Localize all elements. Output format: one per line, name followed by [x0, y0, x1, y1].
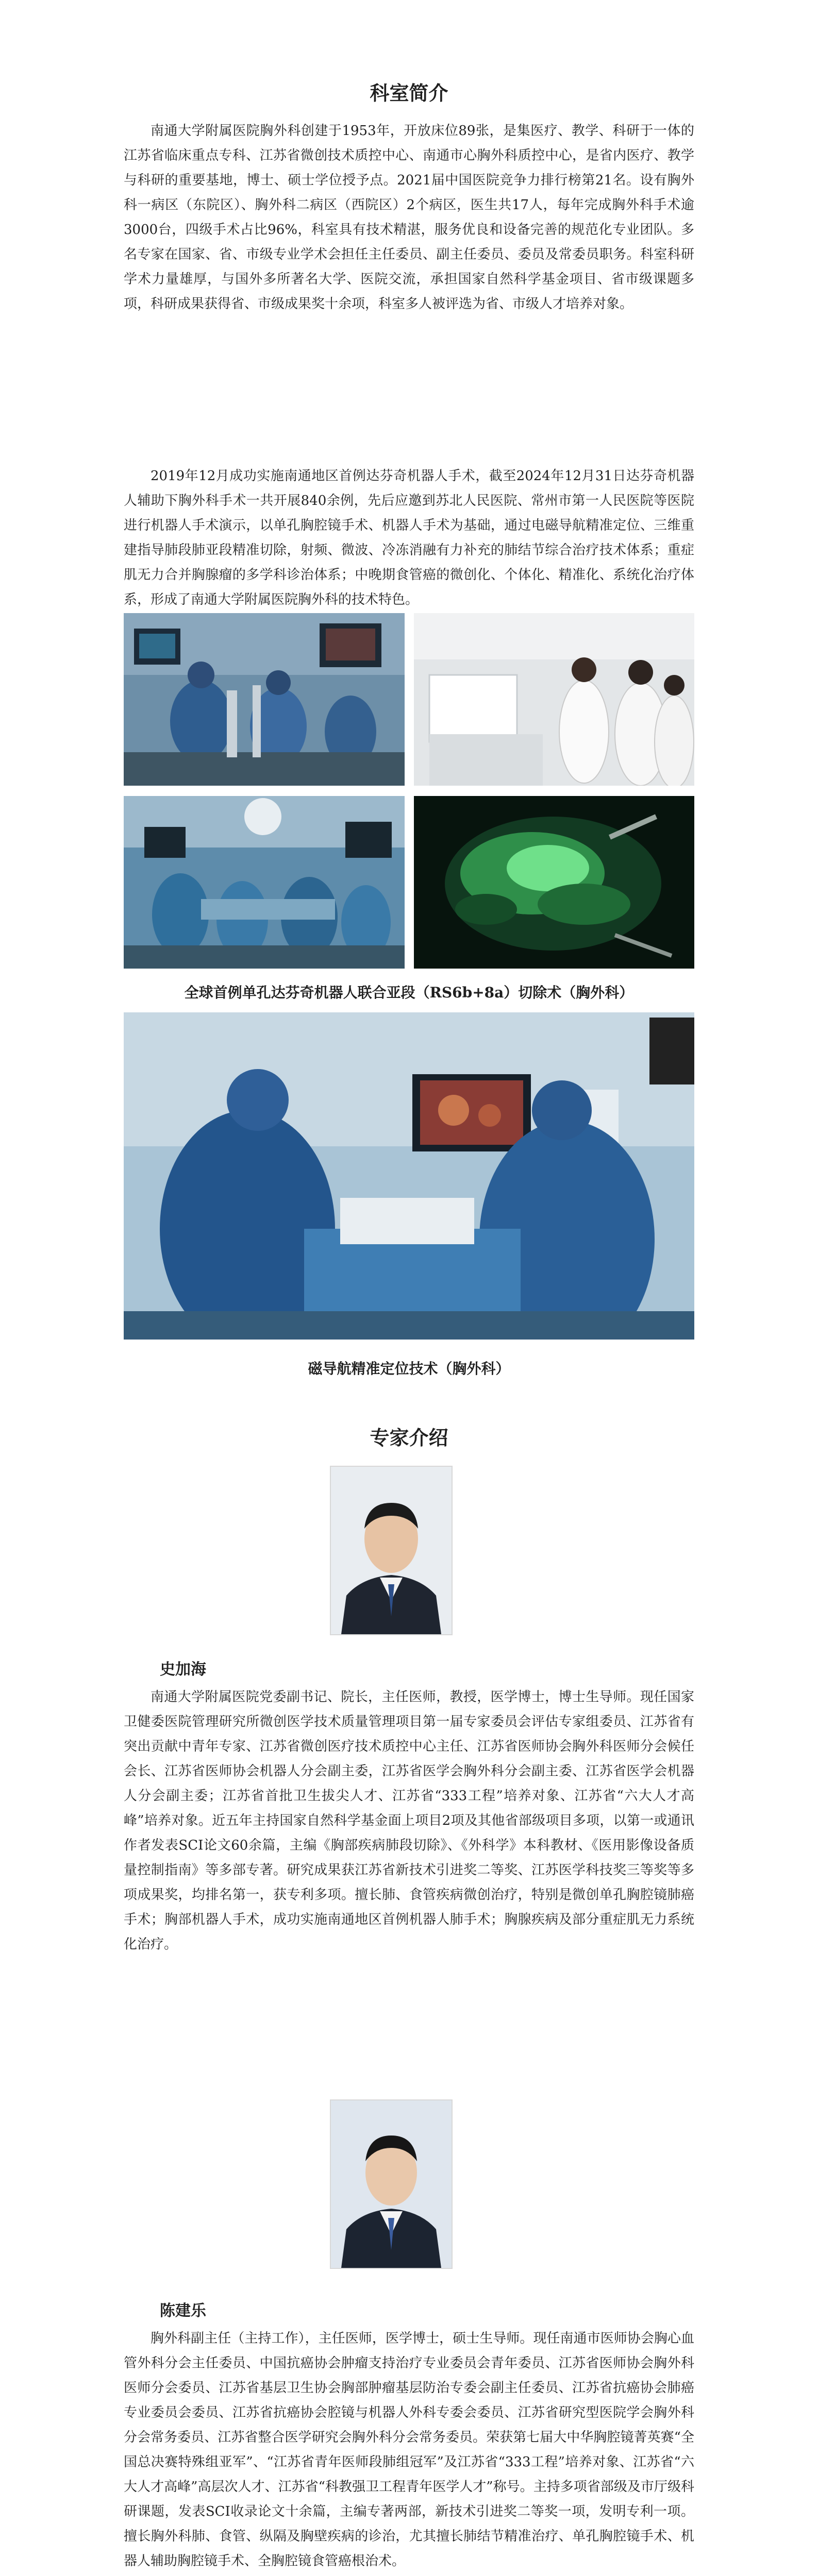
doctors-in-ward-photo	[414, 613, 694, 786]
operating-room-photo	[124, 796, 405, 969]
expert-name-chen-jianle: 陈建乐	[160, 2302, 206, 2320]
dept-intro-paragraph-1: 南通大学附属医院胸外科创建于1953年，开放床位89张，是集医疗、教学、科研于一体的江苏省临床重点专科、江苏省微创技术质控中心、南通市心胸外科质控中心，是省内医疗、教学与科研的重要基地，博士、硕士学位授予点。2021届中国医院竞争力排行榜第21名。设有胸外科一病区（东院区）、胸外科二病区（西院区）2个病区，医生共17人，每年完成胸外科手术逾3000台，四级手术占比96%，科室具有技术精湛，服务优良和设备完善的规范化专业团队。多名专家在国家、省、市级专业学术会担任主任委员、副主任委员、委员及常委员职务。科室科研学术力量雄厚，与国外多所著名大学、医院交流，承担国家自然科学基金项目、省市级课题多项，科研成果获得省、市级成果奖十余项，科室多人被评选为省、市级人才培养对象。	[124, 123, 694, 312]
magnetic-navigation-surgery-photo	[124, 1012, 694, 1340]
surgery-robot-console-photo	[124, 613, 405, 786]
big-photo-caption: 磁导航精准定位技术（胸外科）	[308, 1360, 510, 1377]
expert-portrait-chen-jianle	[330, 2099, 453, 2269]
dept-intro-paragraph-2: 2019年12月成功实施南通地区首例达芬奇机器人手术，截至2024年12月31日达芬奇机器人辅助下胸外科手术一共开展840余例，先后应邀到苏北人民医院、常州市第一人民医院等医院进行机器人手术演示，以单孔胸腔镜手术、机器人手术为基础，通过电磁导航精准定位、三维重建指导肺段肺亚段精准切除，射频、微波、冷冻消融有力补充的肺结节综合治疗技术体系；重症肌无力合并胸腺瘤的多学科诊治体系；中晚期食管癌的微创化、个体化、精准化、系统化治疗体系，形成了南通大学附属医院胸外科的技术特色。	[124, 468, 694, 607]
expert-portrait-shi-jiahai	[330, 1466, 453, 1635]
photo-grid-caption: 全球首例单孔达芬奇机器人联合亚段（RS6b+8a）切除术（胸外科）	[184, 984, 634, 1001]
expert-bio-chen-jianle: 胸外科副主任（主持工作），主任医师，医学博士，硕士生导师。现任南通市医师协会胸心血管外科分会主任委员、中国抗癌协会肿瘤支持治疗专业委员会青年委员、江苏省医师协会胸外科医师分会委员、江苏省基层卫生协会胸部肿瘤基层防治专委会副主任委员、江苏省抗癌协会肺癌专业委员会委员、江苏省抗癌协会腔镜与机器人外科专委会委员、江苏省研究型医院学会胸外科分会常务委员、江苏省整合医学研究会胸外科分会常务委员。荣获第七届大中华胸腔镜菁英赛“全国总决赛特殊组亚军”、“江苏省青年医师段肺组冠军”及江苏省“333工程”培养对象、江苏省“六大人才高峰”高层次人才、江苏省“科教强卫工程青年医学人才”称号。主持多项省部级及市厅级科研课题，发表SCI收录论文十余篇，主编专著两部，新技术引进奖二等奖一项，发明专利一项。擅长胸外科肺、食管、纵隔及胸壁疾病的诊治，尤其擅长肺结节精准治疗、单孔胸腔镜手术、机器人辅助胸腔镜手术、全胸腔镜食管癌根治术。	[124, 2331, 694, 2569]
expert-name-shi-jiahai: 史加海	[160, 1660, 206, 1679]
fluorescence-lung-image	[414, 796, 694, 969]
expert-bio-shi-jiahai: 南通大学附属医院党委副书记、院长，主任医师，教授，医学博士，博士生导师。现任国家卫健委医院管理研究所微创医学技术质量管理项目第一届专家委员会评估专家组委员、江苏省有突出贡献中青年专家、江苏省微创医疗技术质控中心主任、江苏省医师协会胸外科医师分会候任会长、江苏省医师协会机器人分会副主委，江苏省医学会胸外科分会副主委、江苏省医学会机器人分会副主委；江苏省首批卫生拔尖人才、江苏省“333工程”培养对象、江苏省“六大人才高峰”培养对象。近五年主持国家自然科学基金面上项目2项及其他省部级项目多项，以第一或通讯作者发表SCI论文60余篇，主编《胸部疾病肺段切除》、《外科学》本科教材、《医用影像设备质量控制指南》等多部专著。研究成果获江苏省新技术引进奖二等奖、江苏医学科技奖三等奖等多项成果奖，均排名第一，获专利多项。擅长肺、食管疾病微创治疗，特别是微创单孔胸腔镜肺癌手术；胸部机器人手术，成功实施南通地区首例机器人肺手术；胸腺疾病及部分重症肌无力系统化治疗。	[124, 1689, 694, 1952]
dept-intro-title: 科室简介	[370, 82, 448, 105]
experts-title: 专家介绍	[370, 1427, 448, 1449]
